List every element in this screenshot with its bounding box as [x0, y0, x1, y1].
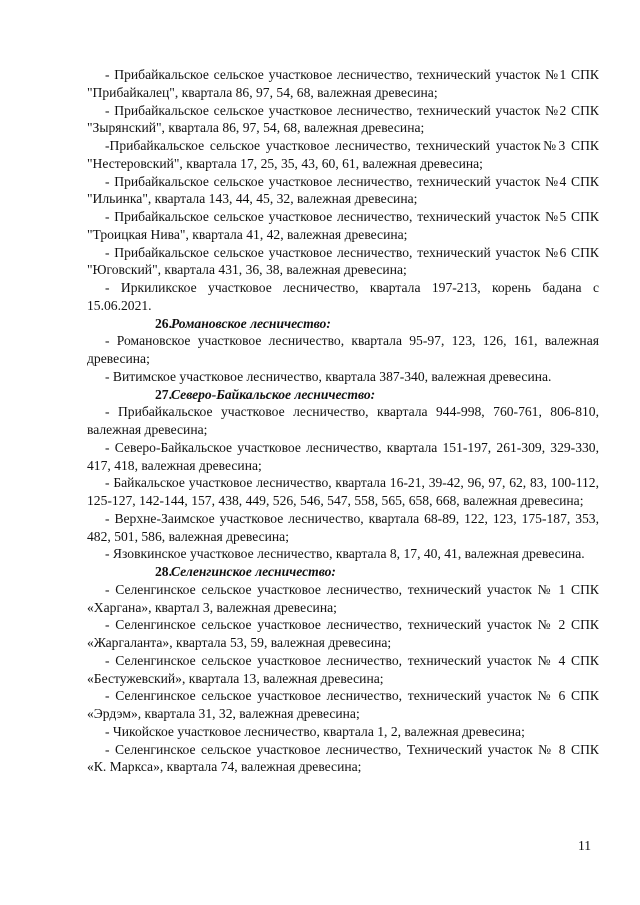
- section-heading: [87, 315, 599, 333]
- section-number: 26.: [155, 315, 172, 331]
- section-number: 27.: [155, 386, 172, 402]
- list-item: - Чикойское участковое лесничество, квартала 1, 2, валежная древесина;: [105, 723, 525, 739]
- list-item: - Прибайкальское сельское участковое лесничество, технический участок №1 СПК "Прибайкалец", квартала 86, 97, 54, 68, валежная древесина;: [87, 67, 599, 100]
- list-item: - Язовкинское участковое лесничество, квартала 8, 17, 40, 41, валежная древесина.: [105, 546, 585, 562]
- document-body: [87, 66, 599, 776]
- list-item: - Северо-Байкальское участковое лесничество, квартала 151-197, 261-309, 329-330, 417, 418, валежная древесина;: [87, 439, 599, 473]
- page-number: 11: [578, 838, 592, 853]
- section-heading: [87, 386, 599, 404]
- list-item: - Верхне-Заимское участковое лесничество, квартала 68-89, 122, 123, 175-187, 353, 482, 501, 586, валежная древесина;: [87, 510, 599, 544]
- list-item: - Селенгинское сельское участковое лесничество, технический участок № 6 СПК «Эрдэм», квартала 31, 32, валежная древесина;: [87, 688, 599, 721]
- list-item: - Прибайкальское сельское участковое лесничество, технический участок №6 СПК "Юговский", квартала 431, 36, 38, валежная древесина;: [87, 244, 599, 278]
- list-item: - Прибайкальское участковое лесничество, квартала 944-998, 760-761, 806-810, валежная древесина;: [87, 404, 599, 437]
- section-number: 28.: [155, 564, 172, 579]
- section-title: Селенгинское лесничество:: [171, 564, 336, 579]
- section-romanovskoe: [87, 315, 599, 386]
- section-title: Романовское лесничество:: [171, 315, 331, 331]
- section-continued: [87, 66, 599, 315]
- list-item: - Романовское участковое лесничество, квартала 95-97, 123, 126, 161, валежная древесина;: [87, 333, 599, 366]
- list-item: - Селенгинское сельское участковое лесничество, Технический участок № 8 СПК «К. Маркса», квартала 74, валежная древесина;: [87, 741, 599, 775]
- section-selenginskoe: [87, 563, 599, 776]
- list-item: - Иркиликское участковое лесничество, квартала 197-213, корень бадана с 15.06.2021.: [87, 280, 599, 313]
- list-item: - Прибайкальское сельское участковое лесничество, технический участок №5 СПК "Троицкая Нива", квартала 41, 42, валежная древесина;: [87, 209, 599, 242]
- list-item: - Прибайкальское сельское участковое лесничество, технический участок №4 СПК "Ильинка", квартала 143, 44, 45, 32, валежная древесина;: [87, 173, 599, 207]
- list-item: - Селенгинское сельское участковое лесничество, технический участок № 2 СПК «Жаргаланта», квартала 53, 59, валежная древесина;: [87, 617, 599, 650]
- list-item: - Байкальское участковое лесничество, квартала 16-21, 39-42, 96, 97, 62, 83, 100-112, 125-127, 142-144, 157, 438, 449, 526, 546, 547, 558, 565, 658, 668, валежная древесина;: [87, 475, 599, 508]
- list-item: - Витимское участковое лесничество, квартала 387-340, валежная древесина.: [105, 368, 552, 384]
- list-item: -Прибайкальское сельское участковое лесничество, технический участок№3 СПК "Нестеровский", квартала 17, 25, 35, 43, 60, 61, валежная древесина;: [87, 138, 599, 171]
- list-item: - Прибайкальское сельское участковое лесничество, технический участок №2 СПК "Зырянский", квартала 86, 97, 54, 68, валежная древесина;: [87, 102, 599, 136]
- list-item: - Селенгинское сельское участковое лесничество, технический участок № 1 СПК «Харгана», квартал 3, валежная древесина;: [87, 581, 599, 615]
- list-item: - Селенгинское сельское участковое лесничество, технический участок № 4 СПК «Бестужевский», квартала 13, валежная древесина;: [87, 652, 599, 686]
- section-heading: [87, 563, 599, 581]
- section-title: Северо-Байкальское лесничество:: [171, 386, 376, 402]
- section-severo-baikalskoe: [87, 386, 599, 564]
